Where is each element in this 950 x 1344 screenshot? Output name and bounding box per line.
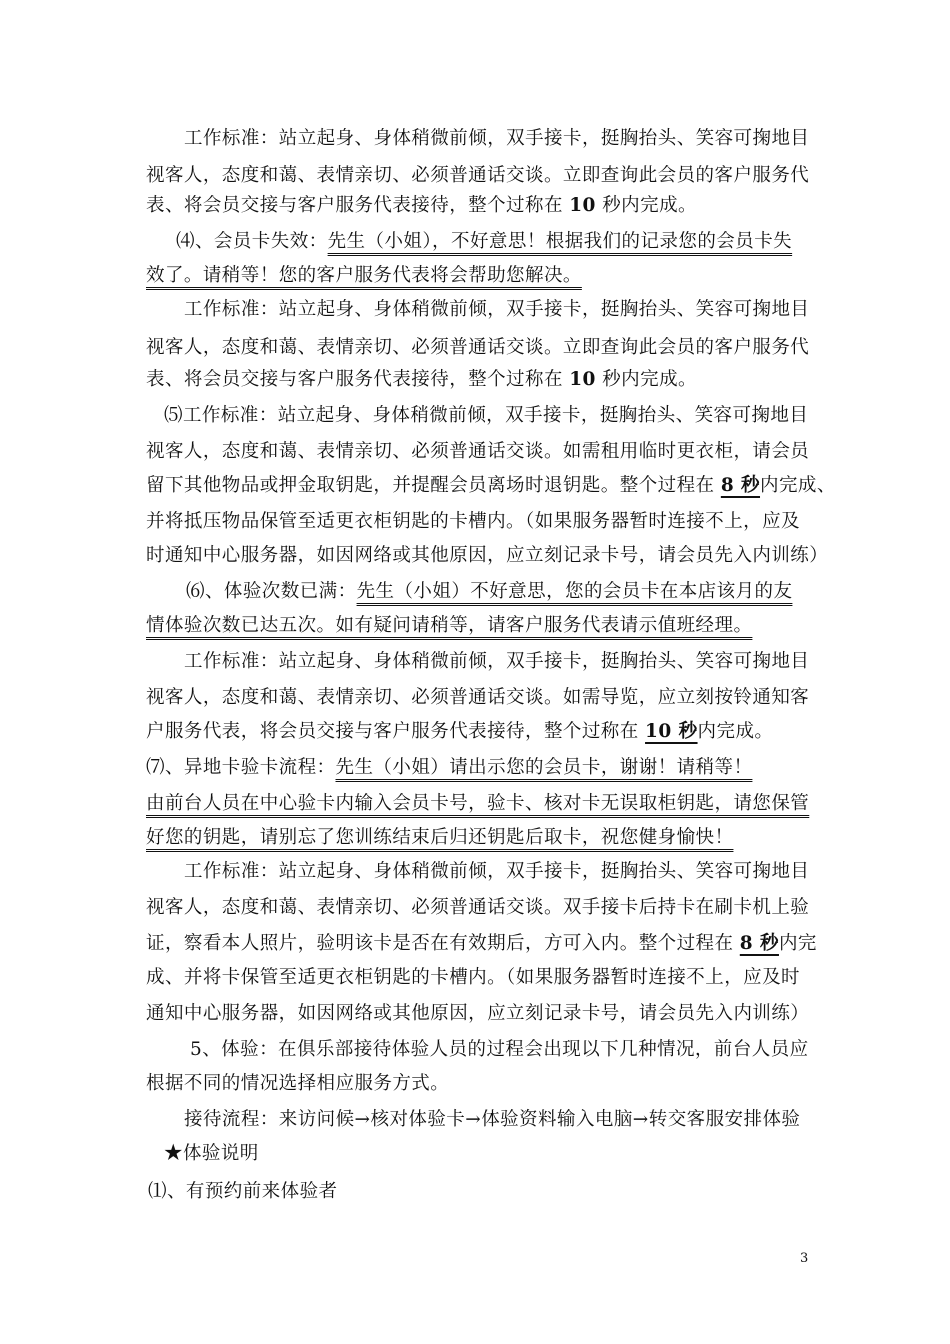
text-line: 5、体验：在俱乐部接待体验人员的过程会出现以下几种情况，前台人员应 (190, 1039, 809, 1060)
text-line: ⑷、会员卡失效：先生（小姐），不好意思！根据我们的记录您的会员卡失 (176, 231, 793, 252)
text-line: 根据不同的情况选择相应服务方式。 (146, 1073, 450, 1094)
text-line: 视客人，态度和蔼、表情亲切、必须普通话交谈。如需导览，应立刻按铃通知客 (146, 687, 810, 708)
script-phrase: 先生（小姐）请出示您的会员卡，谢谢！请稍等！ (335, 757, 753, 778)
text-line: 户服务代表，将会员交接与客户服务代表接待，整个过称在 10 秒内完成。 (146, 721, 774, 742)
script-phrase: 由前台人员在中心验卡内输入会员卡号，验卡、核对卡无误取柜钥匙，请您保管 (146, 793, 810, 814)
text-line: 工作标准：站立起身、身体稍微前倾，双手接卡，挺胸抬头、笑容可掬地目 (184, 299, 810, 320)
page-number: 3 (800, 1251, 809, 1266)
text-line (146, 792, 809, 816)
text-line: 通知中心服务器，如因网络或其他原因，应立刻记录卡号，请会员先入内训练） (146, 1003, 810, 1024)
text-line: ⑸工作标准：站立起身、身体稍微前倾，双手接卡，挺胸抬头、笑容可掬地目 (164, 405, 809, 426)
text-line (146, 264, 582, 288)
script-phrase: 效了。请稍等！您的客户服务代表将会帮助您解决。 (146, 265, 582, 286)
text-line: 视客人，态度和蔼、表情亲切、必须普通话交谈。立即查询此会员的客户服务代 (146, 165, 810, 186)
text-line: 时通知中心服务器，如因网络或其他原因，应立刻记录卡号，请会员先入内训练） (146, 545, 829, 566)
text-line: ⑴、有预约前来体验者 (148, 1181, 338, 1202)
text-line: 并将抵压物品保管至适更衣柜钥匙的卡槽内。（如果服务器暂时连接不上，应及 (146, 511, 801, 532)
text-line: 留下其他物品或押金取钥匙，并提醒会员离场时退钥匙。整个过程在 8 秒内完成、 (146, 475, 836, 496)
text-line: 成、并将卡保管至适更衣柜钥匙的卡槽内。（如果服务器暂时连接不上，应及时 (146, 967, 801, 988)
text-line: 工作标准：站立起身、身体稍微前倾，双手接卡，挺胸抬头、笑容可掬地目 (184, 651, 810, 672)
text-line: 视客人，态度和蔼、表情亲切、必须普通话交谈。双手接卡后持卡在刷卡机上验 (146, 897, 810, 918)
text-line: 工作标准：站立起身、身体稍微前倾，双手接卡，挺胸抬头、笑容可掬地目 (184, 128, 810, 149)
text-line (146, 826, 733, 850)
text-line: 工作标准：站立起身、身体稍微前倾，双手接卡，挺胸抬头、笑容可掬地目 (184, 861, 810, 882)
script-phrase: 好您的钥匙，请别忘了您训练结束后归还钥匙后取卡，祝您健身愉快！ (146, 827, 734, 848)
text-line: 证，察看本人照片，验明该卡是否在有效期后，方可入内。整个过程在 8 秒内完 (146, 933, 817, 954)
text-line: 接待流程：来访问候→核对体验卡→体验资料输入电脑→转交客服安排体验 (184, 1109, 801, 1130)
script-phrase: 情体验次数已达五次。如有疑问请稍等，请客户服务代表请示值班经理。 (146, 615, 753, 636)
text-line: 表、将会员交接与客户服务代表接待，整个过称在 10 秒内完成。 (146, 195, 697, 216)
text-line: 视客人，态度和蔼、表情亲切、必须普通话交谈。立即查询此会员的客户服务代 (146, 337, 810, 358)
text-line: ⑺、异地卡验卡流程：先生（小姐）请出示您的会员卡，谢谢！请稍等！ (146, 757, 753, 778)
text-line (146, 614, 752, 638)
script-phrase: 先生（小姐）不好意思，您的会员卡在本店该月的友 (356, 581, 793, 602)
text-line: ⑹、体验次数已满：先生（小姐）不好意思，您的会员卡在本店该月的友 (186, 581, 793, 602)
script-phrase: 先生（小姐），不好意思！根据我们的记录您的会员卡失 (327, 231, 793, 252)
text-line: 视客人，态度和蔼、表情亲切、必须普通话交谈。如需租用临时更衣柜，请会员 (146, 441, 810, 462)
section-heading: ★体验说明 (164, 1143, 259, 1164)
text-line: 表、将会员交接与客户服务代表接待，整个过称在 10 秒内完成。 (146, 369, 697, 390)
